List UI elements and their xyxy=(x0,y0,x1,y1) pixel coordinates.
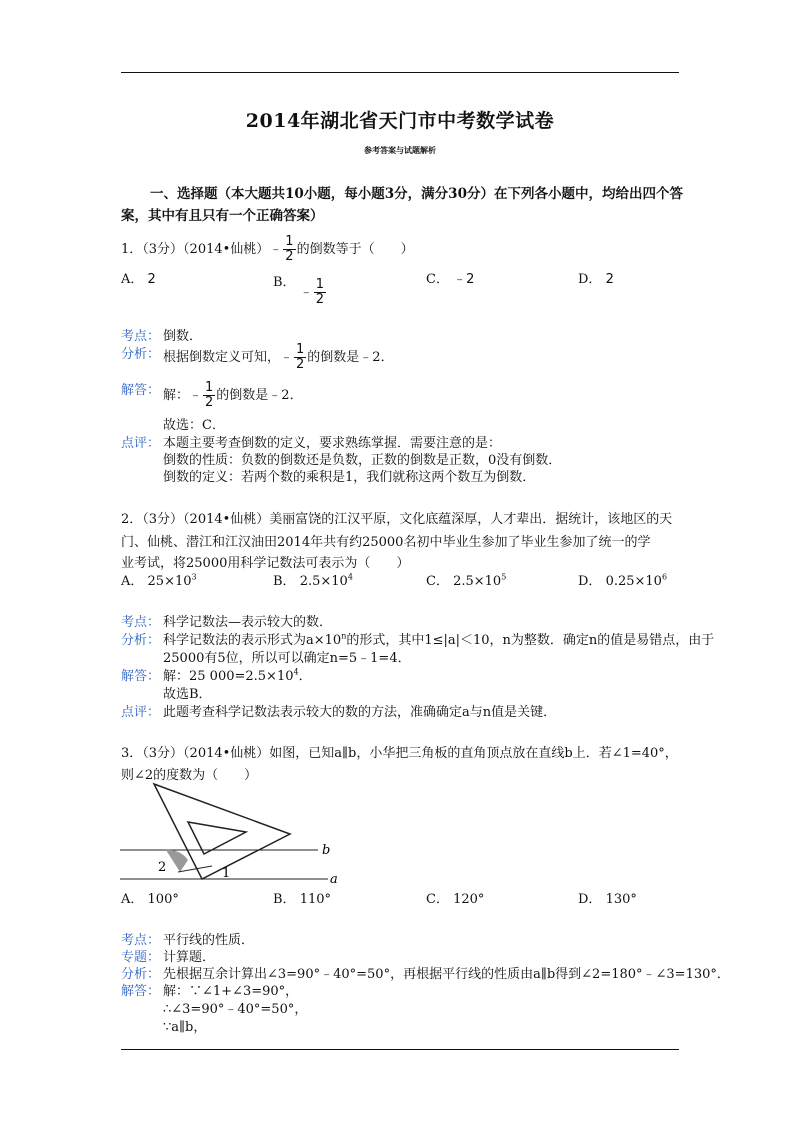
frac-den: 2 xyxy=(205,395,214,410)
line-b-label: b xyxy=(322,843,331,858)
angle-1-label: 1 xyxy=(222,866,231,881)
jieda-text-b: ． xyxy=(298,669,312,684)
q3-figure xyxy=(118,780,348,885)
q1-kaodian: 倒数． xyxy=(163,329,203,344)
q1-suffix: 的倒数等于（ ） xyxy=(296,242,414,257)
line-a-label: a xyxy=(330,872,338,885)
fenxi-text-b: 的形式，其中1≤|a|＜10，n为整数．确定n的值是易错点，由于 xyxy=(346,633,715,648)
q2-fenxi-1 xyxy=(163,629,714,648)
q2-jieda-choice: 故选B． xyxy=(163,687,212,702)
q1-jieda-choice: 故选：C． xyxy=(163,418,225,433)
q2-stem-3: 业考试，将25000用科学记数法可表示为（ ） xyxy=(121,556,410,571)
option-label: D． xyxy=(578,574,602,589)
jieda-post: 的倒数是﹣2． xyxy=(216,388,303,403)
option-label: B． xyxy=(273,275,296,290)
q3-jieda-3: ∵a∥b， xyxy=(163,1020,207,1035)
option-exponent: 5 xyxy=(501,572,507,582)
jieda-fraction xyxy=(203,381,215,410)
option-value: 2 xyxy=(605,272,614,287)
option-label: B． xyxy=(273,574,296,589)
q1-prefix: 1．（3分）（2014•仙桃）﹣ xyxy=(121,242,283,257)
section-heading-line2: 案，其中有且只有一个正确答案） xyxy=(121,208,324,224)
q2-kaodian: 科学记数法—表示较大的数． xyxy=(163,615,333,630)
q3-stem-1: 3．（3分）（2014•仙桃）如图，已知a∥b，小华把三角板的直角顶点放在直线b上．若∠1=40°， xyxy=(121,746,678,761)
option-label: A． xyxy=(121,892,144,907)
q1-dianping-1: 本题主要考查倒数的定义，要求熟练掌握．需要注意的是： xyxy=(163,436,502,451)
frac-den: 2 xyxy=(296,357,305,372)
q2-option-c xyxy=(426,570,506,589)
option-label: A． xyxy=(121,574,144,589)
frac-den: 2 xyxy=(315,292,324,307)
jieda-sup: 4 xyxy=(293,667,299,677)
q1-option-d xyxy=(578,268,614,287)
fenxi-text-a: 科学记数法的表示形式为a×10 xyxy=(163,633,342,648)
q3-jieda-2: ∴∠3=90°﹣40°=50°， xyxy=(163,1002,308,1017)
jieda-text-a: 解：25 000=2.5×10 xyxy=(163,669,294,684)
q2-kaodian-label: 考点： xyxy=(121,615,161,630)
q3-kaodian-label: 考点： xyxy=(121,933,161,948)
q3-zhuanti-label: 专题： xyxy=(121,950,161,965)
jieda-pre: 解：﹣ xyxy=(163,388,203,403)
section-heading xyxy=(150,183,683,205)
q3-zhuanti: 计算题． xyxy=(163,950,216,965)
triangle-ruler xyxy=(154,784,290,879)
q3-fenxi-label: 分析： xyxy=(121,967,161,982)
fenxi-fraction xyxy=(294,343,306,372)
option-value: 110° xyxy=(299,892,332,907)
triangle-ruler-inner xyxy=(188,822,246,854)
frac-den: 2 xyxy=(285,249,294,264)
fenxi-sup: n xyxy=(341,631,347,641)
q3-jieda-1: 解：∵∠1+∠3=90°， xyxy=(163,984,299,999)
q1-option-c xyxy=(426,268,474,287)
option-value xyxy=(299,277,327,307)
fenxi-post: 的倒数是﹣2． xyxy=(307,350,394,365)
q3-option-c xyxy=(426,888,484,907)
section-heading-cont xyxy=(121,205,324,227)
frac-num: 1 xyxy=(205,380,214,395)
option-value: 120° xyxy=(453,892,485,907)
option-label: C． xyxy=(426,272,449,287)
angle-2-label: 2 xyxy=(158,860,167,875)
q2-option-d xyxy=(578,570,667,589)
option-value: ﹣2 xyxy=(453,272,475,287)
q3-jieda-label: 解答： xyxy=(121,984,161,999)
angle-2-shade xyxy=(166,850,188,872)
section-heading-line1: 一、选择题（本大题共10小题，每小题3分，满分30分）在下列各小题中，均给出四个答 xyxy=(150,186,683,202)
q1-option-b xyxy=(273,268,327,307)
q2-fenxi-label: 分析： xyxy=(121,633,161,648)
q2-stem-1: 2．（3分）（2014•仙桃）美丽富饶的江汉平原，文化底蕴深厚，人才辈出．据统计，该地区的天 xyxy=(121,512,673,527)
q1-dianping-2: 倒数的性质：负数的倒数还是负数，正数的倒数是正数，0没有倒数． xyxy=(163,453,562,468)
q3-kaodian: 平行线的性质． xyxy=(163,933,255,948)
option-value: 2.5×10 xyxy=(299,574,348,589)
q2-dianping: 此题考查科学记数法表示较大的数的方法，准确确定a与n值是关键． xyxy=(163,705,557,720)
q3-stem-2: 则∠2的度数为（ ） xyxy=(121,768,258,783)
q3-option-a xyxy=(121,888,179,907)
option-exponent: 4 xyxy=(347,572,353,582)
q1-jieda-label: 解答： xyxy=(121,383,161,398)
option-label: C． xyxy=(426,892,449,907)
option-label: A． xyxy=(121,272,144,287)
option-value: 2 xyxy=(147,272,156,287)
q1-fenxi-label: 分析： xyxy=(121,347,161,362)
option-value: 130° xyxy=(605,892,637,907)
q3-option-b xyxy=(273,888,331,907)
frac-num: 1 xyxy=(296,342,305,357)
option-value: 2.5×10 xyxy=(453,574,502,589)
q1-stem xyxy=(121,235,414,264)
frac-num: 1 xyxy=(285,234,294,249)
bottom-rule xyxy=(121,1049,679,1050)
q1-jieda xyxy=(163,381,303,410)
option-label: C． xyxy=(426,574,449,589)
q1-dianping-3: 倒数的定义：若两个数的乘积是1，我们就称这两个数互为倒数． xyxy=(163,470,536,485)
q2-fenxi-2: 25000有5位，所以可以确定n=5﹣1=4． xyxy=(163,651,411,666)
fenxi-pre: 根据倒数定义可知，﹣ xyxy=(163,350,294,365)
frac-num: 1 xyxy=(315,277,324,292)
q1-kaodian-label: 考点： xyxy=(121,329,161,344)
q2-option-b xyxy=(273,570,353,589)
q1-option-a xyxy=(121,268,156,287)
q3-fenxi: 先根据互余计算出∠3=90°﹣40°=50°，再根据平行线的性质由a∥b得到∠2=180°﹣∠3=130°． xyxy=(163,967,730,982)
q2-stem-2: 门、仙桃、潜江和江汉油田2014年共有约25000名初中毕业生参加了毕业生参加了统一的学 xyxy=(121,535,651,550)
page-subtitle: 参考答案与试题解析 xyxy=(364,145,436,155)
option-label: D． xyxy=(578,272,602,287)
option-exponent: 3 xyxy=(191,572,197,582)
q1-dianping-label: 点评： xyxy=(121,436,161,451)
q1-fenxi xyxy=(163,343,394,372)
option-value: 0.25×10 xyxy=(605,574,662,589)
q2-option-a xyxy=(121,570,197,589)
q2-jieda xyxy=(163,665,312,684)
q2-dianping-label: 点评： xyxy=(121,705,161,720)
option-value: 25×10 xyxy=(147,574,192,589)
option-value: 100° xyxy=(147,892,179,907)
option-label: D． xyxy=(578,892,602,907)
q3-option-d xyxy=(578,888,637,907)
top-rule xyxy=(121,72,679,73)
option-fraction xyxy=(314,278,326,307)
q2-jieda-label: 解答： xyxy=(121,669,161,684)
option-exponent: 6 xyxy=(661,572,668,582)
option-label: B． xyxy=(273,892,296,907)
page-title: 2014年湖北省天门市中考数学试卷 xyxy=(245,110,555,132)
q1-fraction xyxy=(283,235,295,264)
minus-sign: ﹣ xyxy=(299,285,313,300)
